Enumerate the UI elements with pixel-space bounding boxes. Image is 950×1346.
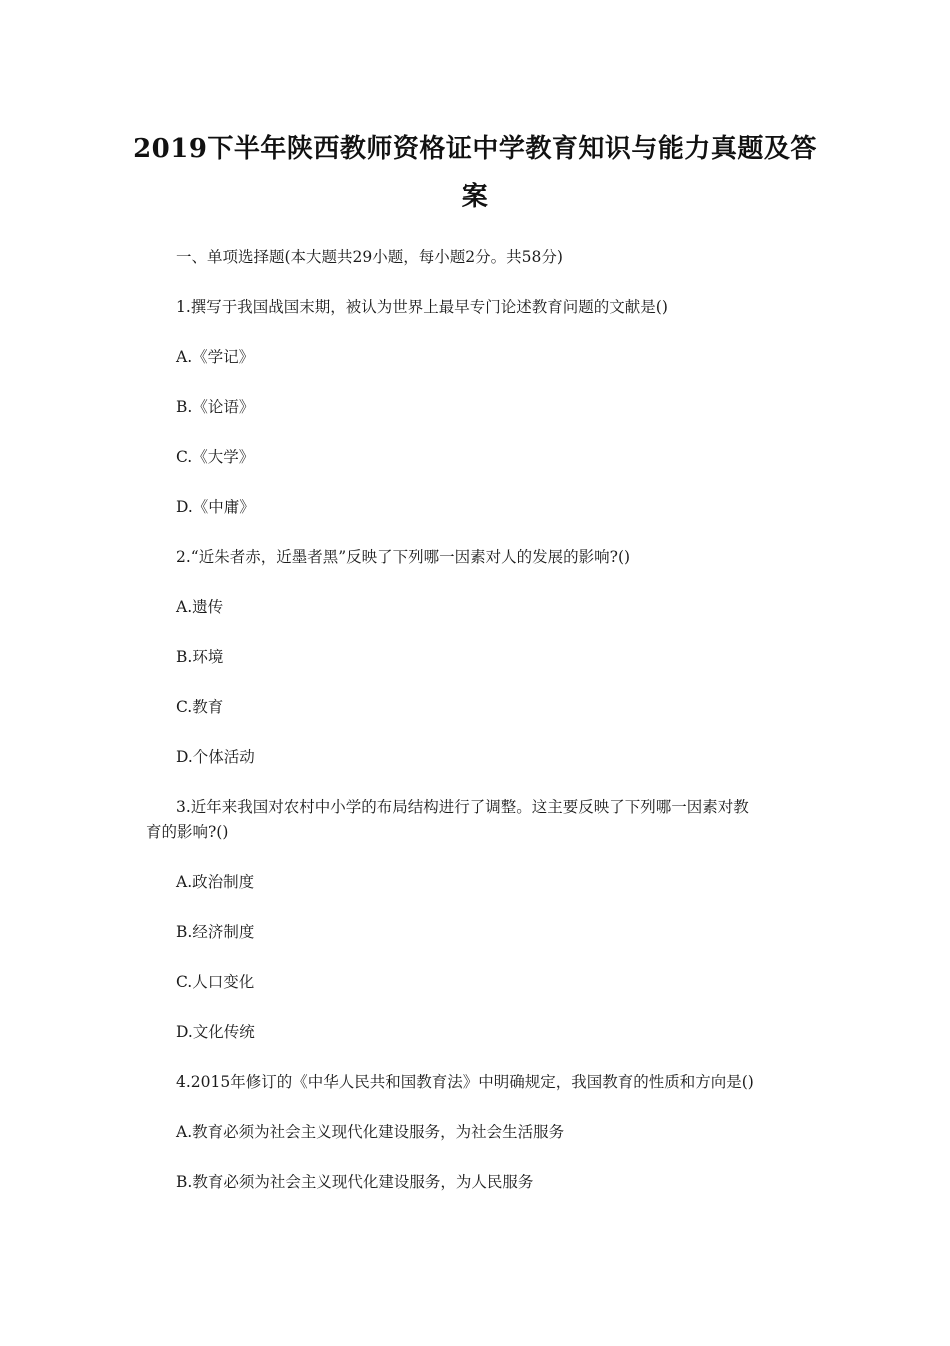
document-title-line-1: 2019下半年陕西教师资格证中学教育知识与能力真题及答 bbox=[133, 134, 817, 164]
question-1-option-d: D.《中庸》 bbox=[176, 498, 255, 516]
question-3-option-b: B.经济制度 bbox=[176, 923, 255, 941]
document-title-line-2: 案 bbox=[461, 182, 489, 212]
question-1-option-b: B.《论语》 bbox=[176, 398, 255, 416]
question-3-option-c: C.人口变化 bbox=[176, 973, 255, 991]
question-2-option-b: B.环境 bbox=[176, 648, 224, 666]
question-1-option-c: C.《大学》 bbox=[176, 448, 255, 466]
question-2-option-a: A.遗传 bbox=[176, 598, 224, 616]
question-1-option-a: A.《学记》 bbox=[176, 348, 255, 366]
question-4-option-b: B.教育必须为社会主义现代化建设服务，为人民服务 bbox=[176, 1173, 534, 1191]
question-4-option-a: A.教育必须为社会主义现代化建设服务，为社会生活服务 bbox=[176, 1123, 565, 1141]
section-header: 一、单项选择题(本大题共29小题，每小题2分。共58分) bbox=[176, 248, 563, 266]
question-3-stem-line-1: 3.近年来我国对农村中小学的布局结构进行了调整。这主要反映了下列哪一因素对教 bbox=[176, 798, 749, 816]
question-3-stem-line-2: 育的影响?() bbox=[146, 823, 229, 841]
question-3-option-a: A.政治制度 bbox=[176, 873, 255, 891]
question-2-option-d: D.个体活动 bbox=[176, 748, 255, 766]
question-2-stem: 2.“近朱者赤，近墨者黑”反映了下列哪一因素对人的发展的影响?() bbox=[176, 548, 631, 566]
question-1-stem: 1.撰写于我国战国末期，被认为世界上最早专门论述教育问题的文献是() bbox=[176, 298, 668, 316]
question-2-option-c: C.教育 bbox=[176, 698, 224, 716]
question-4-stem: 4.2015年修订的《中华人民共和国教育法》中明确规定，我国教育的性质和方向是() bbox=[176, 1073, 754, 1091]
question-3-option-d: D.文化传统 bbox=[176, 1023, 255, 1041]
